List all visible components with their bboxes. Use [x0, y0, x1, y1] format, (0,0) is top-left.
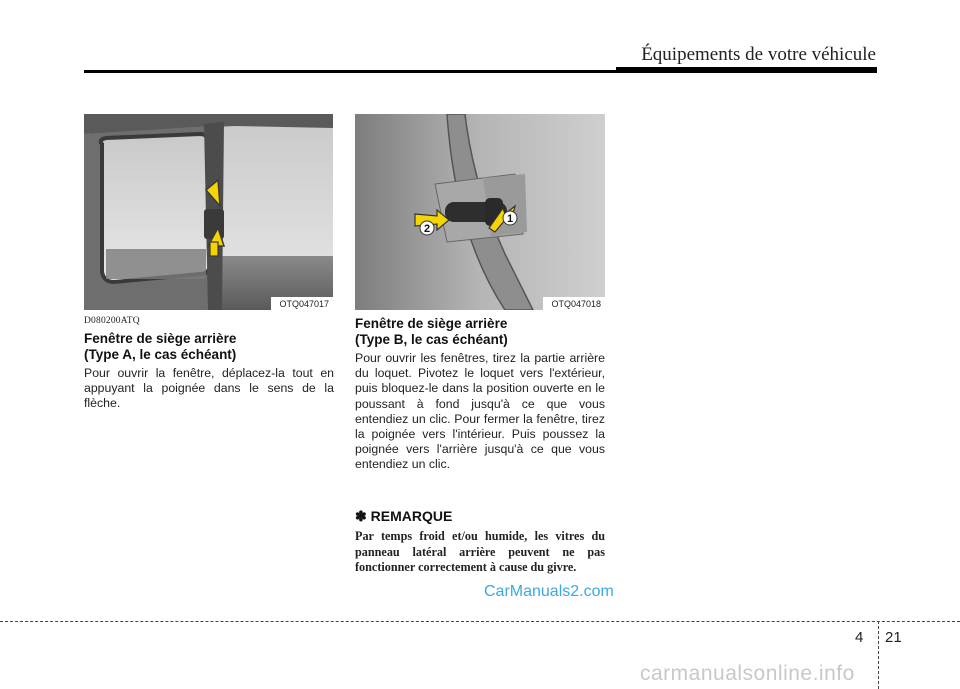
site-watermark: carmanualsonline.info	[640, 662, 855, 685]
figure-window-type-b	[355, 114, 605, 310]
section-a-body: Pour ouvrir la fenêtre, déplacez-la tout en appuyant la poignée dans le sens de la flèche.	[84, 366, 334, 411]
window-type-a-illustration	[84, 114, 333, 310]
page-divider	[878, 621, 879, 689]
section-code: D080200ATQ	[84, 316, 140, 326]
note-title: ✽ REMARQUE	[355, 508, 453, 524]
figure-code: OTQ047018	[543, 297, 605, 310]
chapter-title: Équipements de votre véhicule	[641, 44, 876, 65]
callout-1: 1	[506, 213, 514, 225]
heading-line-2: (Type B, le cas échéant)	[355, 332, 508, 347]
header-rule-accent	[616, 67, 877, 71]
page-number: 21	[885, 629, 902, 646]
footer-rule	[0, 621, 960, 622]
window-type-b-illustration	[355, 114, 605, 310]
heading-line-2: (Type A, le cas échéant)	[84, 347, 237, 362]
figure-window-type-a	[84, 114, 333, 310]
callout-2: 2	[423, 223, 431, 235]
heading-line-1: Fenêtre de siège arrière	[355, 316, 508, 331]
heading-line-1: Fenêtre de siège arrière	[84, 331, 237, 346]
figure-code: OTQ047017	[271, 297, 333, 310]
section-b-heading	[355, 316, 605, 348]
section-a-heading	[84, 331, 334, 363]
watermark-link[interactable]: CarManuals2.com	[484, 583, 614, 600]
chapter-number: 4	[855, 629, 864, 646]
note-body: Par temps froid et/ou humide, les vitres du panneau latéral arrière peuvent ne pas fonctionner correctement à cause du givre.	[355, 529, 605, 574]
section-b-body: Pour ouvrir les fenêtres, tirez la partie arrière du loquet. Pivotez le loquet vers l'extérieur, puis bloquez-le dans la position ouverte en le poussant à fond jusqu'à ce que vous entendiez un clic. Pour fermer la fenêtre, tirez la poignée vers l'intérieur. Puis poussez la poignée vers l'arrière jusqu'à ce que vous entendiez un clic.	[355, 351, 605, 472]
